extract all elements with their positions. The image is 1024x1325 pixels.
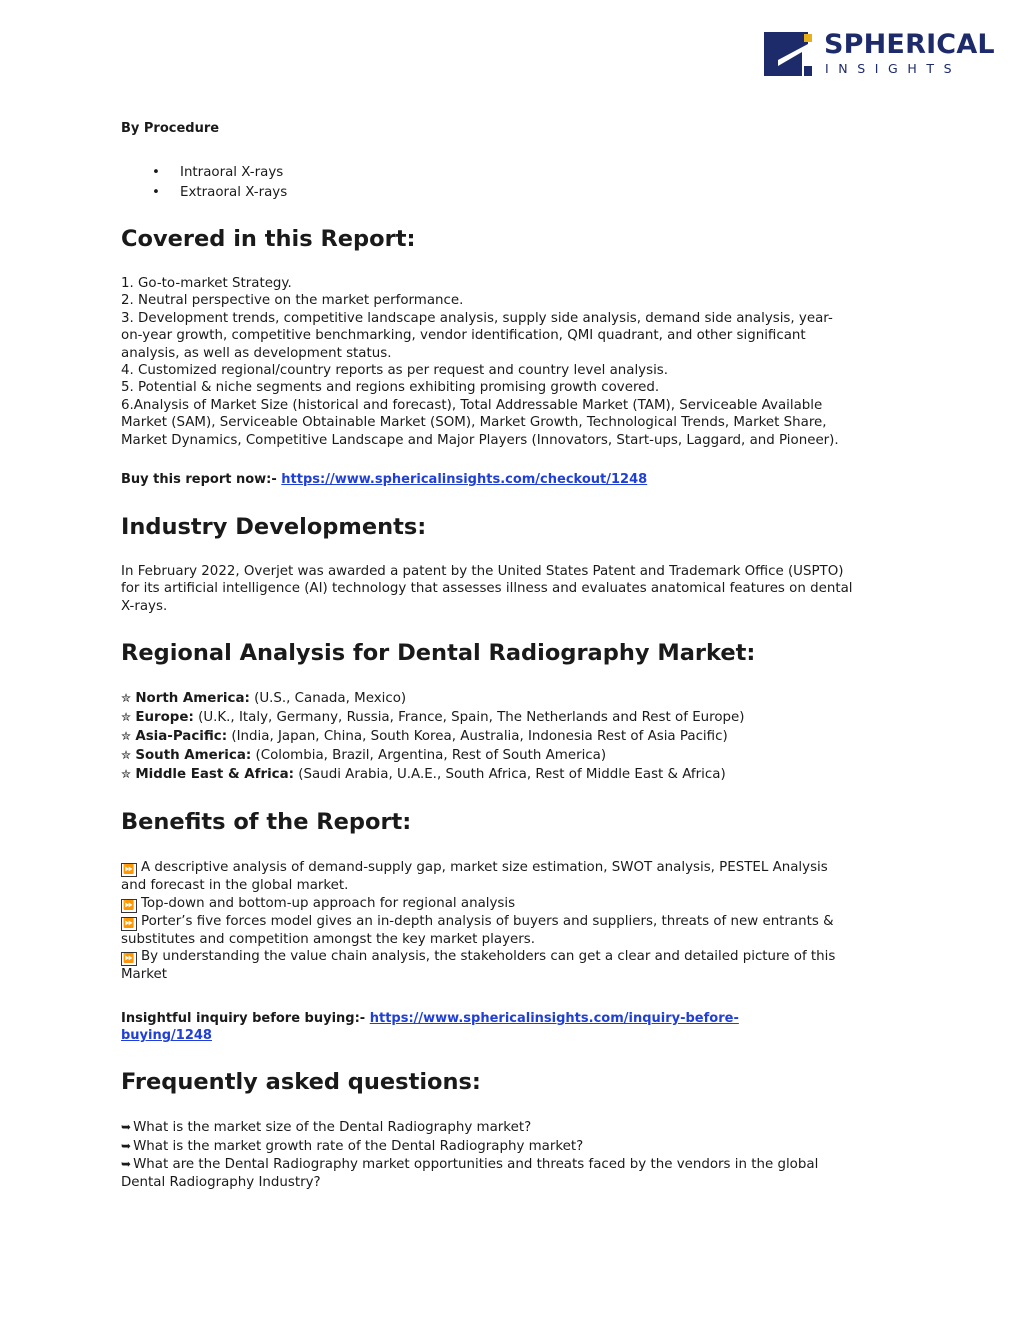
covered-line: on-year growth, competitive benchmarking, vendor identification, QMI quadrant, and other significant [121,328,806,344]
logo-subtitle: INSIGHTS [825,61,962,76]
arrow-icon: ➥ [121,1120,132,1134]
benefit-text-cont: Market [121,967,168,983]
list-item [121,948,905,984]
star-icon: ✮ [121,710,132,724]
list-item [121,746,905,765]
faq-heading: Frequently asked questions: [121,1069,481,1095]
covered-line: Market Dynamics, Competitive Landscape and Major Players (Innovators, Start-ups, Laggard, and Pioneer). [121,432,839,448]
star-icon: ✮ [121,691,132,705]
region-countries: (U.K., Italy, Germany, Russia, France, Spain, The Netherlands and Rest of Europe) [198,710,745,725]
list-item [121,1156,905,1191]
industry-line: for its artificial intelligence (AI) technology that assesses illness and evaluates anatomical features on dental [121,581,853,597]
faq-question: What is the market size of the Dental Radiography market? [133,1120,532,1135]
list-item: • Extraoral X-rays [121,183,905,203]
industry-heading: Industry Developments: [121,514,427,540]
benefit-text: Porter’s five forces model gives an in-depth analysis of buyers and suppliers, threats of new entrants & [141,913,834,929]
fast-forward-icon: ⏩ [121,952,137,966]
region-countries: (India, Japan, China, South Korea, Australia, Indonesia Rest of Asia Pacific) [231,729,728,744]
fast-forward-icon: ⏩ [121,863,137,877]
spherical-insights-logo [764,29,995,78]
region-countries: (Colombia, Brazil, Argentina, Rest of South America) [255,748,607,763]
covered-line: 3. Development trends, competitive landscape analysis, supply side analysis, demand side analysis, year- [121,310,833,326]
list-item [121,1137,905,1156]
covered-line: 6.Analysis of Market Size (historical and forecast), Total Addressable Market (TAM), Serviceable Available [121,397,823,413]
region-name: Asia-Pacific: [135,729,228,744]
regional-list [121,689,905,784]
inquiry-label: Insightful inquiry before buying:- [121,1011,366,1026]
covered-line: 2. Neutral perspective on the market performance. [121,293,464,309]
logo-wordmark: SPHERICAL [824,29,995,60]
fast-forward-icon: ⏩ [121,899,137,913]
industry-text [121,563,905,615]
buy-line [121,472,647,488]
inquiry-link-cont[interactable]: buying/1248 [121,1028,212,1043]
covered-line: 4. Customized regional/country reports as per request and country level analysis. [121,363,669,379]
industry-line: X-rays. [121,598,168,614]
arrow-icon: ➥ [121,1157,132,1171]
regional-heading: Regional Analysis for Dental Radiography Market: [121,640,756,666]
list-item [121,708,905,727]
fast-forward-icon: ⏩ [121,917,137,931]
arrow-icon: ➥ [121,1139,132,1153]
covered-line: 1. Go-to-market Strategy. [121,276,292,291]
covered-line: 5. Potential & niche segments and regions exhibiting promising growth covered. [121,380,660,396]
star-icon: ✮ [121,729,132,743]
benefits-list [121,859,905,984]
list-item [121,1118,905,1137]
region-name: South America: [135,748,252,763]
covered-line: analysis, as well as development status. [121,345,392,361]
list-item: • Intraoral X-rays [121,163,905,183]
region-name: Europe: [135,710,194,725]
benefit-text: Top-down and bottom-up approach for regional analysis [141,895,516,911]
industry-line: In February 2022, Overjet was awarded a patent by the United States Patent and Trademark Office (USPTO) [121,564,844,579]
logo-mark-icon [764,30,816,78]
list-item [121,689,905,708]
buy-label: Buy this report now:- [121,472,277,487]
list-item [121,727,905,746]
region-name: North America: [135,691,250,706]
faq-list [121,1118,905,1191]
benefit-text: By understanding the value chain analysis, the stakeholders can get a clear and detailed picture of this [141,949,836,965]
inquiry-link[interactable]: https://www.sphericalinsights.com/inquiry-before- [369,1011,739,1026]
checkout-link[interactable]: https://www.sphericalinsights.com/checkout/1248 [281,472,648,487]
benefit-text-cont: and forecast in the global market. [121,878,349,893]
benefits-heading: Benefits of the Report: [121,809,412,835]
covered-heading: Covered in this Report: [121,226,416,252]
by-procedure-label: By Procedure [121,121,220,136]
list-item [121,765,905,784]
procedure-list [121,163,905,202]
list-item [121,859,905,895]
list-item [121,913,905,949]
covered-line: Market (SAM), Serviceable Obtainable Market (SOM), Market Growth, Technological Trends, Market Share, [121,415,827,431]
faq-question: What is the market growth rate of the Dental Radiography market? [133,1139,584,1154]
region-countries: (Saudi Arabia, U.A.E., South Africa, Rest of Middle East & Africa) [298,767,726,782]
faq-question: What are the Dental Radiography market opportunities and threats faced by the vendors in the global [133,1157,819,1172]
covered-text [121,275,905,449]
star-icon: ✮ [121,767,132,781]
benefit-text-cont: substitutes and competition amongst the key market players. [121,931,535,947]
region-name: Middle East & Africa: [135,767,295,782]
star-icon: ✮ [121,748,132,762]
inquiry-line [121,1010,905,1044]
faq-question-cont: Dental Radiography Industry? [121,1174,321,1190]
benefit-text: A descriptive analysis of demand-supply gap, market size estimation, SWOT analysis, PESTEL Analysis [141,860,828,875]
region-countries: (U.S., Canada, Mexico) [254,691,407,706]
list-item [121,895,905,913]
